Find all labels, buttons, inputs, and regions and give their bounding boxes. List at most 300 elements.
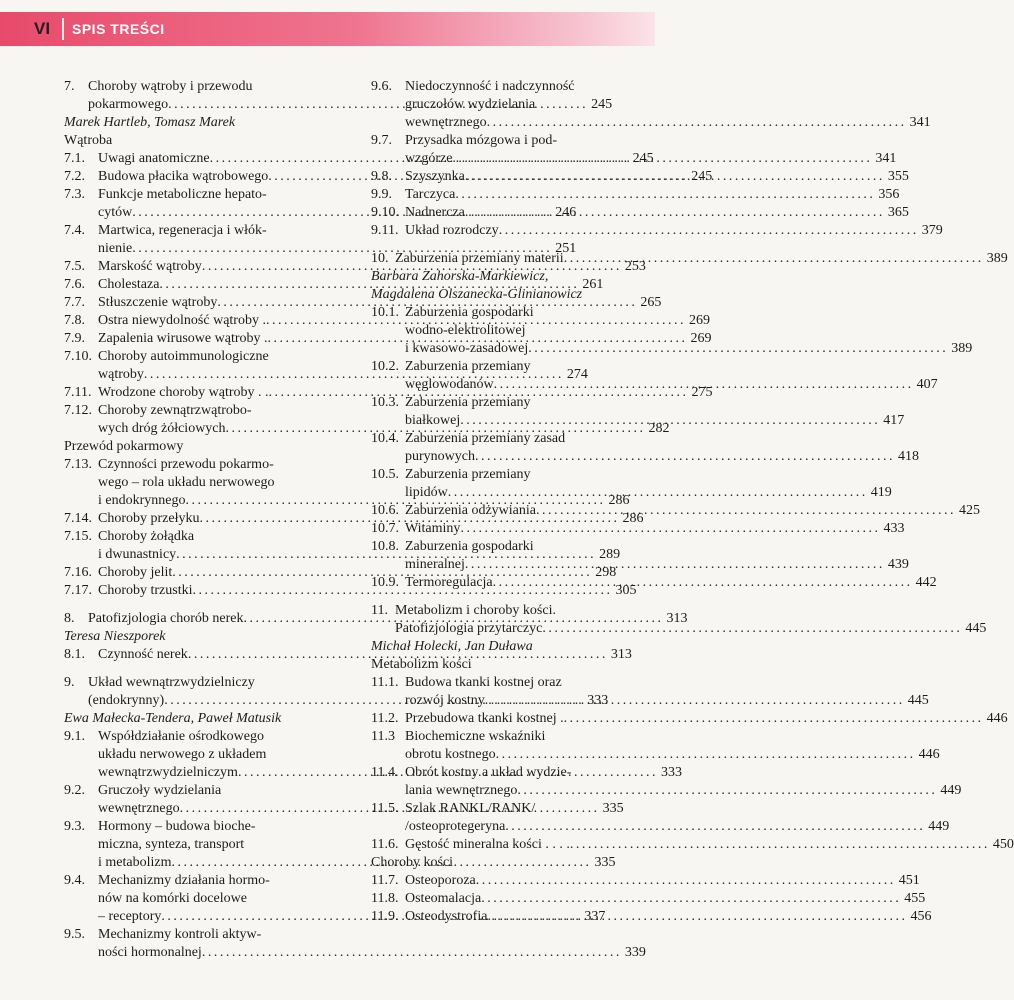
entry-title-line: Choroby zewnątrzwątrobo- <box>98 403 252 418</box>
entry-number: 9. <box>64 675 75 690</box>
entry-number: 9.6. <box>371 79 392 94</box>
entry-page-number: 439 <box>887 557 909 572</box>
entry-page-number: 337 <box>584 909 606 924</box>
entry-title <box>405 394 904 430</box>
entry-page-number: 389 <box>986 251 1008 266</box>
entry-title <box>98 926 646 962</box>
entry-number: 7.4. <box>64 223 85 238</box>
entry-title-line: Szlak RANKL/RANK/ <box>405 801 536 816</box>
entry-title-text: wewnętrznego <box>405 115 487 130</box>
entry-number: 7.14. <box>64 511 92 526</box>
entry-title-line: Zaburzenia gospodarki <box>405 305 534 320</box>
dot-leader <box>452 150 869 168</box>
entry-title <box>405 890 925 908</box>
entry-title <box>405 836 1014 854</box>
entry-title-line <box>405 908 931 926</box>
entry-title-text: węglowodanów <box>405 377 494 392</box>
entry-page-number: 445 <box>965 621 987 636</box>
entry-page-number: 379 <box>921 223 943 238</box>
entry-page-number: 251 <box>555 241 577 256</box>
entry-number: 7.5. <box>64 259 85 274</box>
section-line: Wątroba <box>64 133 113 148</box>
entry-title-text: Uwagi anatomiczne <box>98 151 210 166</box>
entry-page-number: 455 <box>904 891 926 906</box>
entry-number: 8. <box>64 611 75 626</box>
dot-leader <box>465 168 882 186</box>
dot-leader <box>496 746 913 764</box>
entry-title-text: lipidów <box>405 485 448 500</box>
entry-page-number: 419 <box>870 485 892 500</box>
entry-page-number: 313 <box>610 647 632 662</box>
toc-subentry <box>371 502 980 520</box>
entry-title-line: Mechanizmy kontroli aktyw- <box>98 927 262 942</box>
entry-title-line: nów na komórki docelowe <box>98 891 247 906</box>
entry-title-text: Osteoporoza <box>405 873 476 888</box>
entry-page-number: 446 <box>986 711 1008 726</box>
header-title: SPIS TREŚCI <box>72 21 165 37</box>
entry-title-line <box>405 222 943 240</box>
entry-page-number: 313 <box>666 611 688 626</box>
entry-title <box>405 728 940 764</box>
entry-number: 9.3. <box>64 819 85 834</box>
entry-number: 10.7. <box>371 521 399 536</box>
entry-number: 7.11. <box>64 385 92 400</box>
entry-page-number: 269 <box>688 313 710 328</box>
entry-title <box>405 222 943 240</box>
entry-title-text: Patofizjologia przytarczyc <box>395 621 543 636</box>
entry-page-number: 456 <box>910 909 932 924</box>
toc-subentry <box>371 710 1008 728</box>
entry-title-text: wewnątrzwydzielniczym <box>98 765 238 780</box>
entry-page-number: 341 <box>909 115 931 130</box>
entry-page-number: 261 <box>582 277 604 292</box>
entry-number: 11. <box>371 603 388 618</box>
entry-title-line: Współdziałanie ośrodkowego <box>98 729 265 744</box>
entry-title-text: i metabolizm <box>98 855 172 870</box>
toc-subentry <box>371 574 937 592</box>
entry-title-line <box>395 250 1008 268</box>
entry-number: 10.2. <box>371 359 399 374</box>
entry-title-text: Osteomalacja <box>405 891 482 906</box>
dot-leader <box>542 620 959 638</box>
entry-page-number: 282 <box>648 421 670 436</box>
entry-title-line <box>405 448 919 466</box>
entry-title-text: Zapalenia wirusowe wątroby . <box>98 331 268 346</box>
entry-title-line <box>98 944 646 962</box>
entry-number: 11.1. <box>371 675 399 690</box>
entry-title-line <box>405 890 925 908</box>
entry-page-number: 335 <box>594 855 616 870</box>
entry-title-text: białkowej <box>405 413 461 428</box>
entry-title-line <box>405 168 909 186</box>
entry-title-line: układu nerwowego z układem <box>98 747 267 762</box>
toc-subentry <box>371 466 892 502</box>
entry-page-number: 286 <box>622 511 644 526</box>
toc-subentry <box>371 890 926 908</box>
entry-number: 7.3. <box>64 187 85 202</box>
toc-author <box>64 628 346 646</box>
entry-number: 7.17. <box>64 583 92 598</box>
entry-title-text: Osteodystrofia <box>405 909 488 924</box>
entry-page-number: 335 <box>602 801 624 816</box>
entry-title-text: – receptory <box>98 909 162 924</box>
toc-chapter-entry <box>371 250 1008 268</box>
toc-section-heading <box>64 438 346 456</box>
entry-page-number: 407 <box>916 377 938 392</box>
dot-leader <box>487 114 904 132</box>
entry-title-line: Choroby autoimmunologiczne <box>98 349 269 364</box>
entry-title <box>405 674 929 710</box>
entry-page-number: 433 <box>883 521 905 536</box>
entry-number: 7.8. <box>64 313 85 328</box>
entry-title-line <box>405 484 892 502</box>
dot-leader <box>505 818 922 836</box>
toc-subentry <box>371 132 897 168</box>
entry-title-line <box>405 412 904 430</box>
entry-title <box>405 710 1008 728</box>
dot-leader <box>499 222 916 240</box>
entry-title-line: wodno-elektrolitowej <box>405 323 526 338</box>
entry-title-text: Wrodzone choroby wątroby . . <box>98 385 269 400</box>
entry-title-line <box>405 204 909 222</box>
entry-title-text: (endokrynny) <box>88 693 165 708</box>
entry-page-number: 450 <box>992 837 1014 852</box>
entry-title-line <box>405 150 896 168</box>
entry-title-line: wego – rola układu nerwowego <box>98 475 275 490</box>
entry-title-line <box>405 692 929 710</box>
entry-number: 9.10. <box>371 205 399 220</box>
entry-number: 11.2. <box>371 711 399 726</box>
entry-number: 11.8. <box>371 891 399 906</box>
entry-title <box>405 764 961 800</box>
entry-title-line: gruczołów wydzielania <box>405 97 536 112</box>
entry-title-text: rozwój kostny <box>405 693 485 708</box>
entry-title-line: Choroby wątroby i przewodu <box>88 79 253 94</box>
entry-title-text: wątroby <box>98 367 144 382</box>
author-line: Marek Hartleb, Tomasz Marek <box>64 115 236 130</box>
toc-subentry <box>371 222 943 240</box>
entry-title-text: Stłuszczenie wątroby <box>98 295 218 310</box>
entry-number: 7.16. <box>64 565 92 580</box>
entry-title-line <box>405 872 920 890</box>
entry-number: 10.4. <box>371 431 399 446</box>
entry-title-text: Choroby jelit <box>98 565 173 580</box>
entry-title-line: Biochemiczne wskaźniki <box>405 729 546 744</box>
entry-title-text: lania wewnętrznego <box>405 783 518 798</box>
entry-title-line: Budowa tkanki kostnej oraz <box>405 675 562 690</box>
entry-title-line: Mechanizmy działania hormo- <box>98 873 270 888</box>
entry-page-number: 425 <box>959 503 980 518</box>
entry-title-text: Przebudowa tkanki kostnej . <box>405 711 564 726</box>
entry-title-line <box>405 836 1014 854</box>
dot-leader <box>202 944 619 962</box>
entry-page-number: 269 <box>690 331 712 346</box>
author-line: Ewa Małecka-Tendera, Paweł Matusik <box>64 711 282 726</box>
toc-subentry <box>371 674 929 710</box>
entry-title <box>405 574 937 592</box>
entry-title-text: purynowych <box>405 449 475 464</box>
entry-number: 9.5. <box>64 927 85 942</box>
entry-number: 7.1. <box>64 151 85 166</box>
entry-title-text: Tarczyca <box>405 187 456 202</box>
entry-page-number: 389 <box>951 341 973 356</box>
entry-title-text: /osteoprotegeryna <box>405 819 506 834</box>
entry-title-text: Cholestaza <box>98 277 160 292</box>
entry-page-number: 274 <box>566 367 588 382</box>
dot-leader <box>564 710 981 728</box>
dot-leader <box>536 502 953 520</box>
entry-number: 9.9. <box>371 187 392 202</box>
entry-page-number: 417 <box>883 413 905 428</box>
entry-title-text: pokarmowego <box>88 97 169 112</box>
dot-leader <box>481 890 898 908</box>
section-line: Choroby kości <box>371 855 454 870</box>
entry-number: 7.15. <box>64 529 92 544</box>
toc-subentry <box>371 908 932 926</box>
entry-title-text: i dwunastnicy <box>98 547 177 562</box>
entry-title <box>405 872 920 890</box>
entry-title-line <box>395 620 986 638</box>
entry-title-line: Martwica, regeneracja i włók- <box>98 223 267 238</box>
entry-number: 11.9. <box>371 909 399 924</box>
entry-title-text: Witaminy <box>405 521 461 536</box>
entry-title-line <box>405 502 980 520</box>
entry-title-text: wewnętrznego <box>98 801 180 816</box>
page-number: VI <box>34 19 51 38</box>
entry-number: 11.7. <box>371 873 399 888</box>
entry-title-line <box>405 114 931 132</box>
entry-page-number: 245 <box>632 151 654 166</box>
entry-number: 10.1. <box>371 305 399 320</box>
entry-title-line: Zaburzenia przemiany <box>405 467 531 482</box>
toc-author <box>371 268 653 304</box>
entry-title <box>405 186 899 204</box>
entry-page-number: 355 <box>887 169 909 184</box>
entry-title <box>405 78 931 132</box>
entry-title <box>395 250 1008 268</box>
entry-title <box>405 908 931 926</box>
dot-leader <box>485 692 902 710</box>
entry-title-text: Układ rozrodczy <box>405 223 499 238</box>
entry-number: 9.4. <box>64 873 85 888</box>
section-line: Przewód pokarmowy <box>64 439 184 454</box>
entry-number: 10.9. <box>371 575 399 590</box>
entry-page-number: 275 <box>691 385 713 400</box>
entry-title-text: i kwasowo-zasadowej <box>405 341 529 356</box>
entry-number: 7.13. <box>64 457 92 472</box>
header-divider <box>62 18 64 40</box>
toc-subentry <box>371 78 931 132</box>
dot-leader <box>476 872 893 890</box>
toc-subentry <box>371 430 919 466</box>
toc-author <box>64 114 346 132</box>
entry-title-line: Zaburzenia gospodarki <box>405 539 534 554</box>
entry-title-line: Hormony – budowa bioche- <box>98 819 256 834</box>
entry-title-text: mineralnej <box>405 557 465 572</box>
dot-leader <box>460 412 877 430</box>
entry-title-text: Budowa płacika wątrobowego <box>98 169 269 184</box>
entry-page-number: 445 <box>907 693 929 708</box>
toc-subentry <box>64 926 646 962</box>
entry-title-line <box>405 556 909 574</box>
entry-number: 9.1. <box>64 729 85 744</box>
entry-title <box>405 502 980 520</box>
entry-title-line <box>405 782 961 800</box>
entry-title-text: Termoregulacja <box>405 575 493 590</box>
entry-number: 7.10. <box>64 349 92 364</box>
entry-number: 7.2. <box>64 169 85 184</box>
entry-page-number: 333 <box>587 693 609 708</box>
entry-title-text: ności hormonalnej <box>98 945 202 960</box>
entry-title <box>405 430 919 466</box>
dot-leader <box>460 520 877 538</box>
dot-leader <box>494 376 911 394</box>
entry-page-number: 305 <box>615 583 637 598</box>
entry-number: 10.8. <box>371 539 399 554</box>
author-line: Magdalena Olszanecka-Glinianowicz <box>371 287 583 302</box>
entry-title-text: i endokrynnego <box>98 493 186 508</box>
toc-subentry <box>371 836 1014 854</box>
entry-number: 10.6. <box>371 503 399 518</box>
entry-title-line: Metabolizm i choroby kości. <box>395 603 556 618</box>
entry-page-number: 286 <box>608 493 630 508</box>
toc-section-heading <box>371 656 653 674</box>
entry-page-number: 365 <box>887 205 909 220</box>
section-line: Metabolizm kości <box>371 657 472 672</box>
entry-page-number: 449 <box>928 819 950 834</box>
entry-title-text: Choroby trzustki <box>98 583 193 598</box>
entry-page-number: 245 <box>591 97 613 112</box>
entry-title-text: Patofizjologia chorób nerek <box>88 611 244 626</box>
entry-title-text: obrotu kostnego <box>405 747 496 762</box>
entry-title-line: Gruczoły wydzielania <box>98 783 222 798</box>
entry-title-text: Gęstość mineralna kości . . . . <box>405 837 570 852</box>
entry-title-text: Szyszynka <box>405 169 465 184</box>
dot-leader <box>455 186 872 204</box>
toc-subentry <box>371 520 905 538</box>
entry-title-line: Czynności przewodu pokarmo- <box>98 457 274 472</box>
entry-title <box>405 538 909 574</box>
entry-number: 8.1. <box>64 647 85 662</box>
entry-title <box>405 800 949 836</box>
entry-title <box>405 358 938 394</box>
entry-page-number: 442 <box>915 575 937 590</box>
dot-leader <box>475 448 892 466</box>
entry-title-line: Zaburzenia przemiany zasad <box>405 431 566 446</box>
dot-leader <box>570 836 987 854</box>
dot-leader <box>448 484 865 502</box>
entry-number: 9.8. <box>371 169 392 184</box>
entry-title-line <box>405 746 940 764</box>
entry-number: 10. <box>371 251 389 266</box>
entry-title <box>405 168 909 186</box>
entry-number: 9.2. <box>64 783 85 798</box>
author-line: Teresa Nieszporek <box>64 629 166 644</box>
entry-title-line: Obrót kostny a układ wydzie- <box>405 765 572 780</box>
dot-leader <box>465 556 882 574</box>
entry-number: 9.11. <box>371 223 399 238</box>
entry-page-number: 246 <box>555 205 577 220</box>
entry-title-line: Funkcje metaboliczne hepato- <box>98 187 267 202</box>
entry-title <box>405 204 909 222</box>
dot-leader <box>517 782 934 800</box>
entry-title-text: Nadnercza <box>405 205 465 220</box>
entry-title-line <box>405 186 899 204</box>
entry-title-text: cytów <box>98 205 133 220</box>
dot-leader <box>487 908 904 926</box>
entry-title-text: Ostra niewydolność wątroby . <box>98 313 266 328</box>
entry-title-text: Choroby przełyku <box>98 511 200 526</box>
toc-subentry <box>371 800 950 836</box>
entry-title-text: nienie <box>98 241 133 256</box>
entry-title-line <box>405 710 1008 728</box>
toc-subentry <box>371 728 940 764</box>
entry-title-text: Zaburzenia odżywiania <box>405 503 536 518</box>
entry-page-number: 418 <box>898 449 919 464</box>
entry-number: 7.12. <box>64 403 92 418</box>
entry-title-line <box>405 376 938 394</box>
entry-number: 11.3 <box>371 729 395 744</box>
toc-author <box>64 710 346 728</box>
entry-number: 7. <box>64 79 75 94</box>
entry-title-line: Zaburzenia przemiany <box>405 359 531 374</box>
entry-title-text: wych dróg żółciowych <box>98 421 226 436</box>
entry-title-text: wzgórze <box>405 151 453 166</box>
entry-page-number: 449 <box>940 783 962 798</box>
dot-leader <box>564 250 981 268</box>
entry-title-line <box>405 340 972 358</box>
entry-page-number: 333 <box>660 765 682 780</box>
entry-title-line <box>405 520 904 538</box>
entry-title-line: miczna, synteza, transport <box>98 837 245 852</box>
page-header <box>0 12 655 46</box>
entry-title <box>405 520 904 538</box>
entry-page-number: 265 <box>640 295 662 310</box>
entry-page-number: 356 <box>878 187 900 202</box>
entry-title-text: Zaburzenia przemiany materii <box>395 251 564 266</box>
entry-number: 7.7. <box>64 295 85 310</box>
entry-number: 10.3. <box>371 395 399 410</box>
entry-number: 7.6. <box>64 277 85 292</box>
dot-leader <box>528 340 945 358</box>
entry-title-text: Marskość wątroby <box>98 259 202 274</box>
toc-subentry <box>371 186 900 204</box>
entry-title-line <box>405 818 949 836</box>
entry-page-number: 298 <box>595 565 617 580</box>
entry-number: 7.9. <box>64 331 85 346</box>
author-line: Michał Holecki, Jan Duława <box>371 639 533 654</box>
entry-number: 11.4. <box>371 765 399 780</box>
entry-title-line: Zaburzenia przemiany <box>405 395 531 410</box>
dot-leader <box>493 574 910 592</box>
toc-author <box>371 638 653 656</box>
entry-number: 11.6. <box>371 837 399 852</box>
entry-title-line: Układ wewnątrzwydzielniczy <box>88 675 255 690</box>
entry-number: 11.5. <box>371 801 399 816</box>
entry-title <box>405 466 892 502</box>
toc-section-heading <box>64 132 346 150</box>
entry-title-line: Przysadka mózgowa i pod- <box>405 133 558 148</box>
entry-number: 9.7. <box>371 133 392 148</box>
entry-page-number: 245 <box>691 169 713 184</box>
entry-page-number: 446 <box>918 747 940 762</box>
entry-title-line: Niedoczynność i nadczynność <box>405 79 575 94</box>
toc-subentry <box>371 538 909 574</box>
entry-title-line: Choroby żołądka <box>98 529 195 544</box>
dot-leader <box>465 204 882 222</box>
entry-title-line <box>405 574 937 592</box>
toc-section-heading <box>371 854 653 872</box>
